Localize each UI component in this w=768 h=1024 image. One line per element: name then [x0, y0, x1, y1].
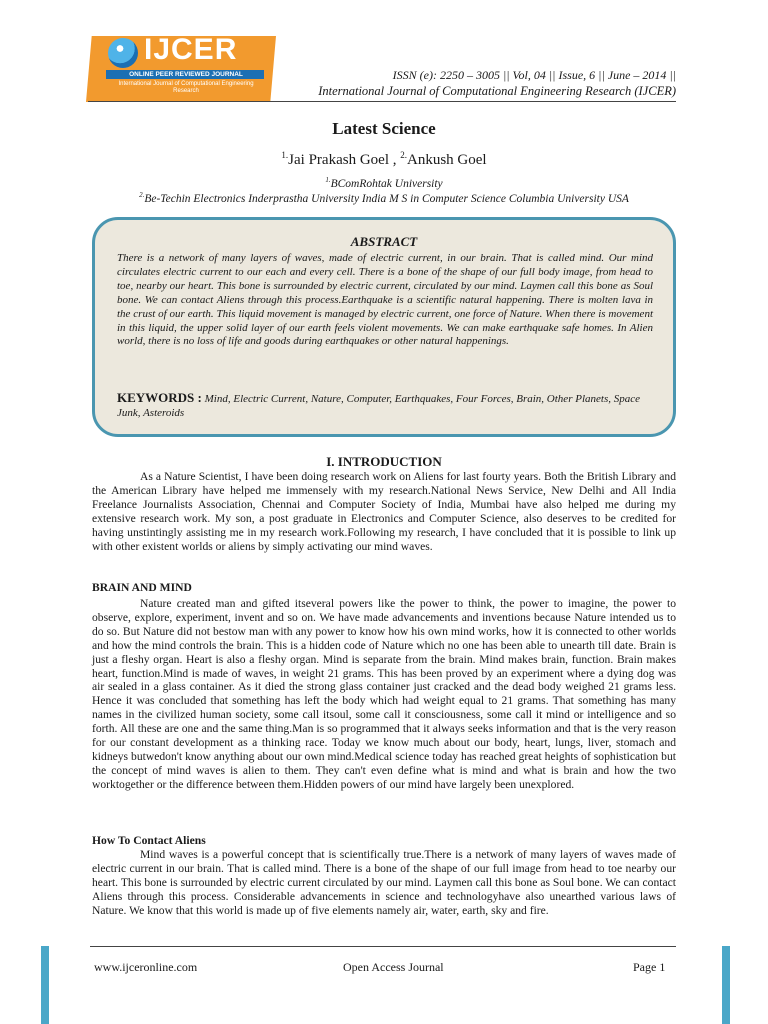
section-heading-introduction: I. INTRODUCTION: [326, 454, 442, 469]
affiliation-2: [0, 188, 768, 206]
logo-tagline: ONLINE PEER REVIEWED JOURNAL: [129, 71, 243, 78]
footer-center-label: Open Access Journal: [343, 960, 444, 974]
subheading-contact-aliens: How To Contact Aliens: [92, 834, 206, 847]
issn-line: ISSN (e): 2250 – 3005 || Vol, 04 || Issue, 6 || June – 2014 ||: [392, 68, 676, 82]
logo-subtitle: International Journal of Computational Engineering Research: [118, 81, 254, 94]
abstract-heading: ABSTRACT: [350, 234, 418, 249]
author-1-marker: 1.: [281, 150, 289, 160]
footer-accent-bar-left: [41, 946, 49, 1024]
affiliation-2-marker: 2.: [139, 191, 145, 199]
contact-aliens-text: Mind waves is a powerful concept that is scientifically true.There is a network of many layers of waves made of electric current in our brain. That is called mind. There is a bone of the shape of our full image from head to toe nearby our heart. This bone is surrounded by electric current circulated by our mind. Laymen call this bone as Soul bone. We can contact Aliens through this process. Considerable advancements in science and technologyhave also unearthed various laws of Nature. We know that this world is made up of five elements namely air, water, earth, sky and fire.: [92, 848, 676, 917]
paper-title: Latest Science: [332, 119, 436, 138]
footer-page-number: Page 1: [633, 960, 666, 974]
introduction-text: As a Nature Scientist, I have been doing research work on Aliens for last fourty years. Both the British Library and the American Library have helped me immensely with my research.National News Service, New Delhi and All India Freelance Journalists Association, Chennai and Computer Society of India, Mumbai have also helped me during my extensive research work. My son, a post graduate in Electronics and Computer Science, also deserves to be credited for having unstintingly assisting me in my research work.Following my research, I have concluded that it is possible to link up with other existent worlds or aliens by simply activating our mind waves.: [92, 470, 676, 553]
affiliation-1-marker: 1.: [325, 176, 331, 184]
journal-name-line: International Journal of Computational Engineering Research (IJCER): [318, 84, 676, 98]
footer-rule: [90, 946, 676, 947]
logo-name: IJCER: [144, 33, 238, 66]
brain-and-mind-text: Nature created man and gifted itseveral powers like the power to think, the power to imagine, the power to observe, explore, experiment, invent and so on. We have made advancements and inventions because Nature intended us to do so. But Nature did not bestow man with any power to know how his own mind works, how it is connected to other worlds and how the mind controls the brain. This is a hidden code of Nature which no one has been able to unearth till date. Brain is just a fleshy organ. Heart is also a fleshy organ. Mind is separate from the brain. Mind makes brain, function. Brain makes heart, function.Mind is made of waves, in weight 21 grams. This has been proved by an experiment where a dying dog was air sealed in a glass container. As it died the strong glass container just cracked and the dead body weighed 21 grams less. Hence it was concluded that something has left the body which had weight equal to 21 grams. That something has many names in the civilized human society, some call itsoul, some call it consciousness, some call it mind or intelligence and so forth. All these are one and the same thing.Man is so programmed that it always seeks information and that is the very reason for our constant development as a thinking race. Today we know much about our body, heart, lungs, liver, stomach and kidneys butwedon't know anything about our own mind.Medical science today has reached great heights of sophistication but the concept of mind waves is alien to them. They can't even define what is mind and what is brain and how the two worktogether or the difference between them.Hidden powers of our mind have largely been unexplored.: [92, 597, 676, 791]
author-1: Jai Prakash Goel: [288, 152, 389, 168]
author-2: Ankush Goel: [406, 152, 487, 168]
keywords-label: KEYWORDS :: [117, 390, 202, 405]
author-line: [0, 150, 768, 169]
affiliation-2-text: Be-Techin Electronics Inderprastha University India M S in Computer Science Columbia University USA: [144, 192, 629, 205]
footer-accent-bar-right: [722, 946, 730, 1024]
keywords-list: Mind, Electric Current, Nature, Computer, Earthquakes, Four Forces, Brain, Other Planets, Space Junk, Asteroids: [117, 393, 640, 419]
journal-logo: [86, 30, 276, 108]
globe-icon: [108, 38, 138, 68]
affiliation-1-text: BComRohtak University: [330, 177, 443, 190]
footer-website: www.ijceronline.com: [94, 960, 198, 974]
author-2-marker: 2.: [400, 150, 407, 160]
author-separator: ,: [388, 152, 401, 168]
keywords: [117, 391, 653, 420]
abstract-text: There is a network of many layers of waves, made of electric current, in our brain. That is called mind. Our mind circulates electric current to our each and every cell. There is a bone of the shape of our full body image, from head to toe, nearby our heart. This bone is surrounded by electric current, circulated by our mind. Laymen call this bone as Soul bone. We can contact Aliens through this process.Earthquake is a scientific natural happening. There is molten lava in the crust of our earth. This liquid movement is managed by electric current, one force of Nature. When there is movement in this liquid, the upper solid layer of our earth feels violent movements. We can make earthquake safe homes. In Alien world, there is no loss of life and goods during earthquakes or other natural happenings.: [117, 252, 653, 348]
subheading-brain-and-mind: BRAIN AND MIND: [92, 581, 192, 594]
header-rule: [88, 101, 676, 102]
abstract-box: [92, 217, 676, 437]
